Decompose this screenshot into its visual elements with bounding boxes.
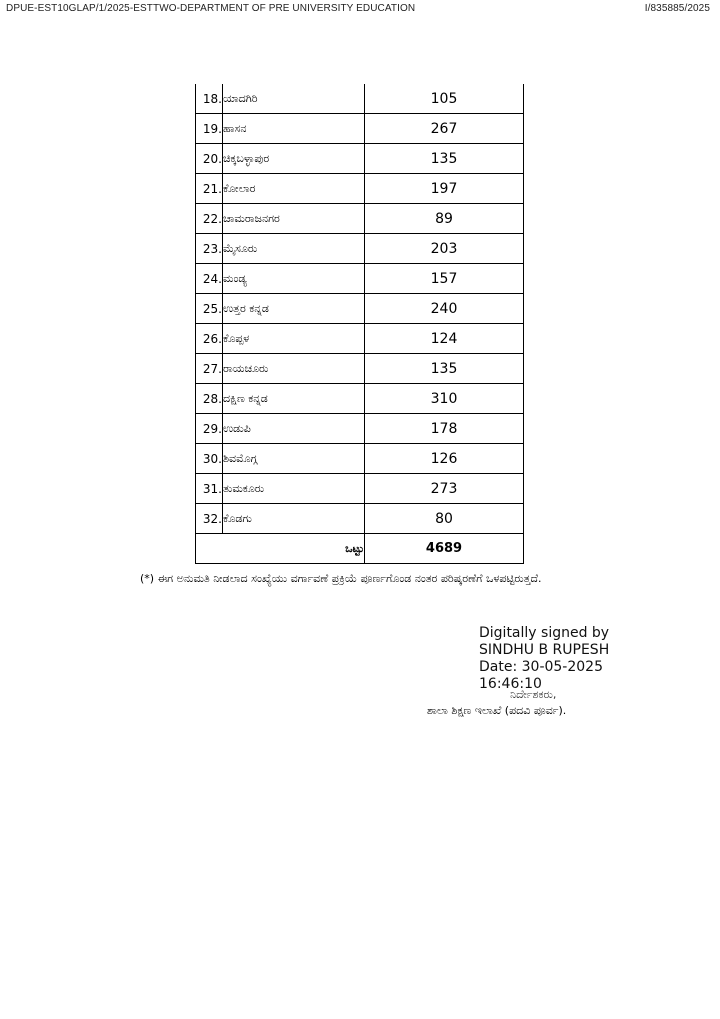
table-row — [196, 384, 524, 414]
district-count: 178 — [365, 414, 524, 444]
district-count: 267 — [365, 114, 524, 144]
row-number: 23. — [196, 234, 223, 264]
row-number: 30. — [196, 444, 223, 474]
district-name: ತುಮಕೂರು — [223, 474, 365, 504]
row-number: 22. — [196, 204, 223, 234]
district-count: 240 — [365, 294, 524, 324]
row-number: 20. — [196, 144, 223, 174]
district-count: 157 — [365, 264, 524, 294]
district-name: ಕೊಡಗು — [223, 504, 365, 534]
table-row — [196, 114, 524, 144]
row-number: 29. — [196, 414, 223, 444]
row-number: 32. — [196, 504, 223, 534]
table-row — [196, 144, 524, 174]
district-count: 126 — [365, 444, 524, 474]
table-row — [196, 354, 524, 384]
signature-date: Date: 30-05-2025 — [479, 659, 603, 675]
row-number: 21. — [196, 174, 223, 204]
district-name: ಚಿಕ್ಕಬಳ್ಳಾಪುರ — [223, 144, 365, 174]
row-number: 31. — [196, 474, 223, 504]
district-count: 80 — [365, 504, 524, 534]
district-name: ಕೊಪ್ಪಳ — [223, 324, 365, 354]
signatory-department: ಶಾಲಾ ಶಿಕ್ಷಣ ಇಲಾಖೆ (ಪದವಿ ಪೂರ್ವ). — [427, 704, 567, 717]
row-number: 27. — [196, 354, 223, 384]
district-name: ಹಾಸನ — [223, 114, 365, 144]
district-name: ದಕ್ಷಿಣ ಕನ್ನಡ — [223, 384, 365, 414]
table-row — [196, 414, 524, 444]
row-number: 19. — [196, 114, 223, 144]
row-number: 25. — [196, 294, 223, 324]
document-number-header: I/835885/2025 — [644, 3, 710, 14]
district-name: ಉತ್ತರ ಕನ್ನಡ — [223, 294, 365, 324]
table-body — [196, 84, 524, 534]
district-name: ಚಾಮರಾಜನಗರ — [223, 204, 365, 234]
district-allocation-table — [195, 84, 524, 564]
district-name: ಯಾದಗಿರಿ — [223, 84, 365, 114]
district-count: 203 — [365, 234, 524, 264]
table-row — [196, 234, 524, 264]
district-name: ಮಂಡ್ಯ — [223, 264, 365, 294]
document-reference-header: DPUE-EST10GLAP/1/2025-ESTTWO-DEPARTMENT OF PRE UNIVERSITY EDUCATION — [6, 3, 416, 14]
district-count: 197 — [365, 174, 524, 204]
row-number: 18. — [196, 84, 223, 114]
table-row — [196, 504, 524, 534]
signature-line-1: Digitally signed by — [479, 625, 610, 641]
district-count: 135 — [365, 354, 524, 384]
table-row — [196, 324, 524, 354]
row-number: 26. — [196, 324, 223, 354]
district-name: ರಾಯಚೂರು — [223, 354, 365, 384]
digital-signature — [479, 625, 609, 693]
district-count: 273 — [365, 474, 524, 504]
signatory-designation: ನಿರ್ದೇಶಕರು, — [510, 688, 557, 701]
district-count: 89 — [365, 204, 524, 234]
row-number: 28. — [196, 384, 223, 414]
signature-name: SINDHU B RUPESH — [479, 642, 610, 658]
district-name: ಉಡುಪಿ — [223, 414, 365, 444]
table-row — [196, 84, 524, 114]
footnote: (*) ಈಗ ಅನುಮತಿ ನೀಡಲಾದ ಸಂಖ್ಯೆಯು ವರ್ಗಾವಣೆ ಪ್ರಕ್ರಿಯೆ ಪೂರ್ಣಗೊಂಡ ನಂತರ ಪರಿಷ್ಕರಣೆಗೆ ಒಳಪಟ್ಟಿರುತ್ತದೆ. — [140, 572, 542, 585]
total-label: ಒಟ್ಟು — [196, 534, 365, 564]
table-row — [196, 294, 524, 324]
row-number: 24. — [196, 264, 223, 294]
signature-time: 16:46:10 — [479, 676, 542, 692]
district-count: 124 — [365, 324, 524, 354]
total-value: 4689 — [365, 534, 524, 564]
district-name: ಕೋಲಾರ — [223, 174, 365, 204]
total-row — [196, 534, 524, 564]
table-row — [196, 444, 524, 474]
district-count: 105 — [365, 84, 524, 114]
table-row — [196, 204, 524, 234]
table-row — [196, 264, 524, 294]
district-count: 310 — [365, 384, 524, 414]
district-name: ಮೈಸೂರು — [223, 234, 365, 264]
district-name: ಶಿವಮೊಗ್ಗ — [223, 444, 365, 474]
table-row — [196, 174, 524, 204]
district-count: 135 — [365, 144, 524, 174]
table-row — [196, 474, 524, 504]
